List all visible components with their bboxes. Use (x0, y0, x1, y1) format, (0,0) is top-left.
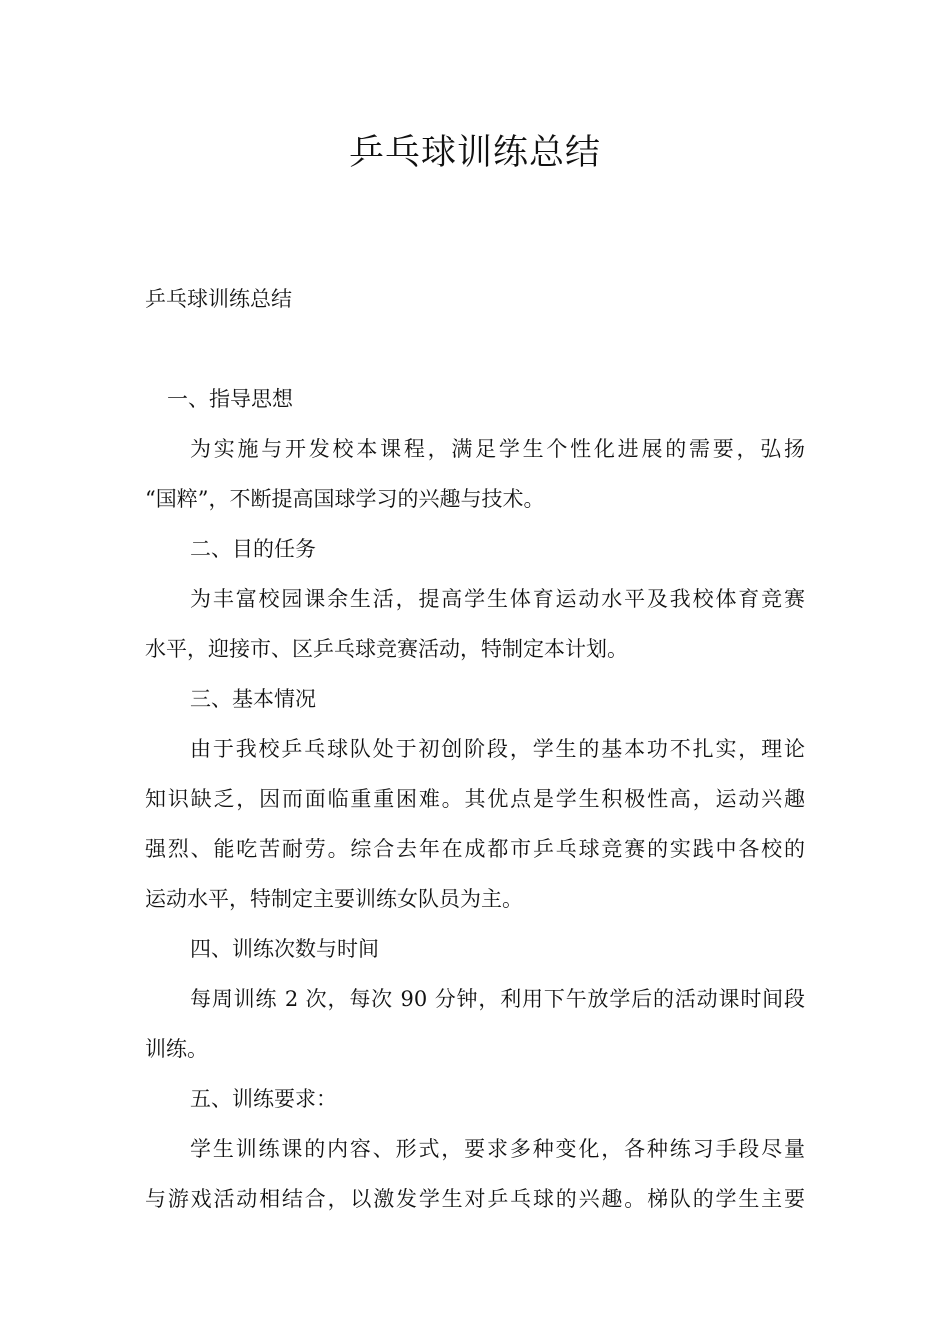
section-heading-2: 二、目的任务 (190, 537, 316, 561)
paragraph-line: 为实施与开发校本课程，满足学生个性化进展的需要，弘扬 (190, 437, 805, 461)
document-subtitle: 乒乓球训练总结 (145, 287, 292, 311)
section-heading-5: 五、训练要求： (190, 1087, 337, 1111)
paragraph-line: 为丰富校园课余生活，提高学生体育运动水平及我校体育竞赛 (190, 587, 805, 611)
paragraph-line: 强烈、能吃苦耐劳。综合去年在成都市乒乓球竞赛的实践中各校的 (145, 837, 805, 861)
paragraph-line: 与游戏活动相结合，以激发学生对乒乓球的兴趣。梯队的学生主要 (145, 1187, 805, 1211)
paragraph-line: 学生训练课的内容、形式，要求多种变化，各种练习手段尽量 (190, 1137, 805, 1161)
section-heading-3: 三、基本情况 (190, 687, 316, 711)
section-heading-1: 一、指导思想 (167, 387, 293, 411)
section-heading-4: 四、训练次数与时间 (190, 937, 379, 961)
paragraph-line: 水平，迎接市、区乒乓球竞赛活动，特制定本计划。 (145, 637, 628, 661)
paragraph-line: 运动水平，特制定主要训练女队员为主。 (145, 887, 523, 911)
document-title: 乒乓球训练总结 (348, 133, 601, 173)
paragraph-line: 每周训练 2 次，每次 90 分钟，利用下午放学后的活动课时间段 (190, 987, 805, 1011)
paragraph-line: 训练。 (145, 1037, 208, 1061)
paragraph-line: 知识缺乏，因而面临重重困难。其优点是学生积极性高，运动兴趣 (145, 787, 805, 811)
paragraph-line: 由于我校乒乓球队处于初创阶段，学生的基本功不扎实，理论 (190, 737, 805, 761)
paragraph-line: “国粹”，不断提高国球学习的兴趣与技术。 (145, 487, 545, 511)
